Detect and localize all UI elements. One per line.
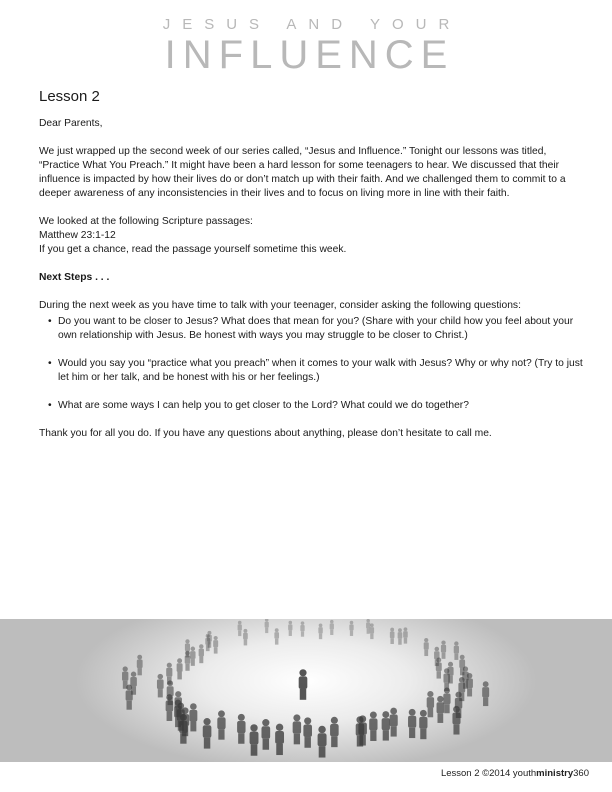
crowd-person <box>349 621 353 636</box>
question-text: What are some ways I can help you to get closer to the Lord? What could we do together? <box>58 400 469 411</box>
crowd-person <box>369 711 377 741</box>
crowd-person <box>443 688 450 714</box>
crowd-person <box>185 639 190 657</box>
brand-bold: ministry <box>536 768 574 779</box>
crowd-person <box>213 636 218 654</box>
crowd-person <box>237 714 245 744</box>
crowd-person <box>424 638 429 656</box>
crowd-person <box>207 631 212 648</box>
crowd-person <box>419 710 427 739</box>
crowd-person <box>452 706 460 735</box>
crowd-person <box>436 658 442 679</box>
crowd-person <box>437 696 445 723</box>
bullet-icon: • <box>48 316 52 327</box>
crowd-person <box>390 708 398 737</box>
crowd-person <box>261 719 270 750</box>
crowd-person <box>300 621 304 636</box>
bullet-icon: • <box>48 358 52 369</box>
crowd-person <box>217 710 225 739</box>
crowd-person <box>288 621 292 636</box>
series-title-main: INFLUENCE <box>164 33 455 77</box>
crowd-person <box>274 628 279 644</box>
crowd-person <box>190 647 195 666</box>
letter-body <box>39 88 587 455</box>
crowd-illustration <box>0 619 612 762</box>
crowd-person <box>318 623 322 639</box>
next-steps-title: Next Steps . . . <box>39 272 110 283</box>
scripture-reference: Matthew 23:1-12 <box>39 230 116 241</box>
crowd-person <box>441 640 446 658</box>
crowd-person <box>443 668 449 691</box>
brand-prefix: youth <box>512 768 537 779</box>
page-footer <box>441 768 589 779</box>
crowd-person <box>166 663 172 685</box>
crowd-person <box>293 714 301 744</box>
series-title-top: JESUS AND YOUR <box>162 16 462 33</box>
question-list <box>39 315 587 413</box>
crowd-person <box>189 703 197 731</box>
crowd-person <box>243 629 248 646</box>
closing-paragraph: Thank you for all you do. If you have any questions about anything, please don’t hesitate to call me. <box>39 428 492 439</box>
bullet-icon: • <box>48 400 52 411</box>
scripture-intro: We looked at the following Scripture passages: <box>39 216 253 227</box>
central-person <box>299 669 308 700</box>
intro-paragraph: We just wrapped up the second week of our series called, “Jesus and Influence.” Tonight our lessons was titled, “Practice What You Preach.” It might have been a hard lesson for some teenagers to hear. We discussed that their influence is impacted by how their lives do or don’t match up with their faith. And we challenged them to commit to a deeper awareness of any inconsistencies in their lives and to focus on living more in line with their faith. <box>39 146 566 199</box>
crowd-person <box>122 666 128 688</box>
question-text: Would you say you “practice what you preach” when it comes to your walk with Jesus? Why or why not? (Try to just let him or her talk, and be honest with his or her feelings.) <box>58 358 583 383</box>
crowd-person <box>250 724 259 756</box>
lesson-heading: Lesson 2 <box>39 88 100 105</box>
crowd-person <box>203 718 212 749</box>
list-item <box>48 399 587 413</box>
crowd-person <box>265 619 269 633</box>
crowd-person <box>382 711 390 740</box>
series-header <box>0 16 612 76</box>
brand-suffix: 360 <box>573 768 589 779</box>
footer-lesson: Lesson 2 <box>440 768 480 779</box>
list-item <box>48 315 587 343</box>
scripture-note: If you get a chance, read the passage yourself sometime this week. <box>39 244 347 255</box>
salutation: Dear Parents, <box>39 118 103 129</box>
crowd-person <box>482 681 489 706</box>
question-text: Do you want to be closer to Jesus? What does that mean for you? (Share with your child how you feel about your own relationship with Jesus. Be honest with ways you may struggle to be closer to Christ.) <box>58 316 574 341</box>
crowd-person <box>318 726 327 758</box>
crowd-person <box>462 666 468 688</box>
crowd-person <box>390 628 395 644</box>
next-steps-intro: During the next week as you have time to talk with your teenager, consider asking the following questions: <box>39 300 521 311</box>
crowd-person <box>157 674 164 698</box>
crowd-person <box>370 623 374 639</box>
crowd-person <box>303 717 312 747</box>
crowd-person <box>130 672 137 695</box>
crowd-person <box>330 620 334 635</box>
crowd-person <box>358 715 367 745</box>
crowd-person <box>199 644 204 663</box>
scripture-block <box>39 215 587 257</box>
list-item <box>48 357 587 385</box>
crowd-person <box>408 709 416 738</box>
footer-copyright: ©2014 <box>482 768 511 779</box>
crowd-person <box>177 658 183 679</box>
crowd-person <box>238 621 242 636</box>
crowd-banner-image <box>0 619 612 762</box>
footer-brand <box>513 768 589 779</box>
crowd-person <box>403 627 408 643</box>
crowd-person <box>275 724 284 755</box>
crowd-person <box>454 641 459 660</box>
crowd-person <box>427 691 434 717</box>
crowd-person <box>175 691 182 717</box>
crowd-person <box>330 717 339 747</box>
crowd-person <box>398 628 403 644</box>
crowd-person <box>137 655 143 676</box>
